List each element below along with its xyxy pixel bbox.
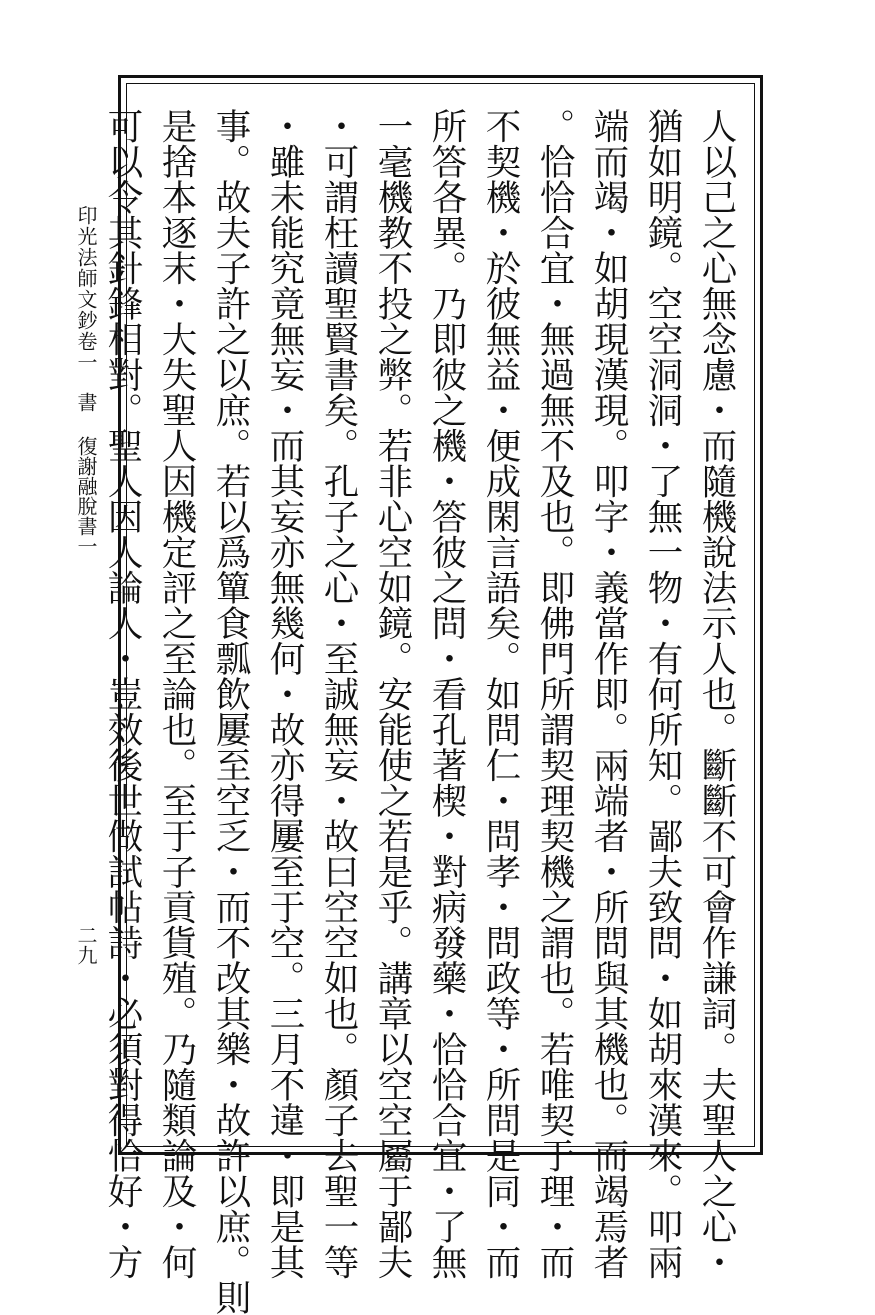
text-column-11: 是捨本逐末・大失聖人因機定評之至論也。至于子貢貨殖。乃隨類論及・何: [156, 108, 197, 1280]
text-column-4: 。恰恰合宜・無過無不及也。即佛門所謂契理契機之謂也。若唯契于理・而: [534, 108, 575, 1280]
text-column-6: 所答各異。乃即彼之機・答彼之問・看孔著楔・對病發藥・恰恰合宜・了無: [426, 108, 467, 1280]
text-column-5: 不契機・於彼無益・便成閑言語矣。如問仁・問孝・問政等・所問是同・而: [480, 108, 521, 1280]
text-column-10: 事。故夫子許之以庶。若以爲簞食瓢飲屢至空乏・而不改其樂・故許以庶。則: [210, 108, 251, 1315]
text-column-9: ・雖未能究竟無妄・而其妄亦無幾何・故亦得屢至于空。三月不違・即是其: [264, 108, 305, 1280]
page-number: 二九: [74, 925, 98, 965]
text-column-8: ・可謂枉讀聖賢書矣。孔子之心・至誠無妄・故曰空空如也。顏子去聖一等: [318, 108, 359, 1280]
text-column-12: 可以令其針鋒相對。聖人因人論人・豈效後世做試帖詩・必須對得恰好・方: [102, 108, 143, 1280]
letter-title: 復謝融脫書一: [74, 436, 98, 556]
book-title: 印光法師文鈔卷一: [74, 205, 98, 373]
text-column-1: 人以己之心無念慮・而隨機說法示人也。斷斷不可會作謙詞。夫聖人之心・: [696, 108, 737, 1280]
text-column-3: 端而竭・如胡現漢現。叩字・義當作即。兩端者・所問與其機也。而竭焉者: [588, 108, 629, 1280]
body-text: [102, 108, 743, 1315]
text-column-2: 猶如明鏡。空空洞洞・了無一物・有何所知。鄙夫致問・如胡來漢來。叩兩: [642, 108, 683, 1280]
text-column-7: 一毫機教不投之弊。若非心空如鏡。安能使之若是乎。講章以空空屬于鄙夫: [372, 108, 413, 1280]
section-label: 書: [74, 392, 98, 412]
